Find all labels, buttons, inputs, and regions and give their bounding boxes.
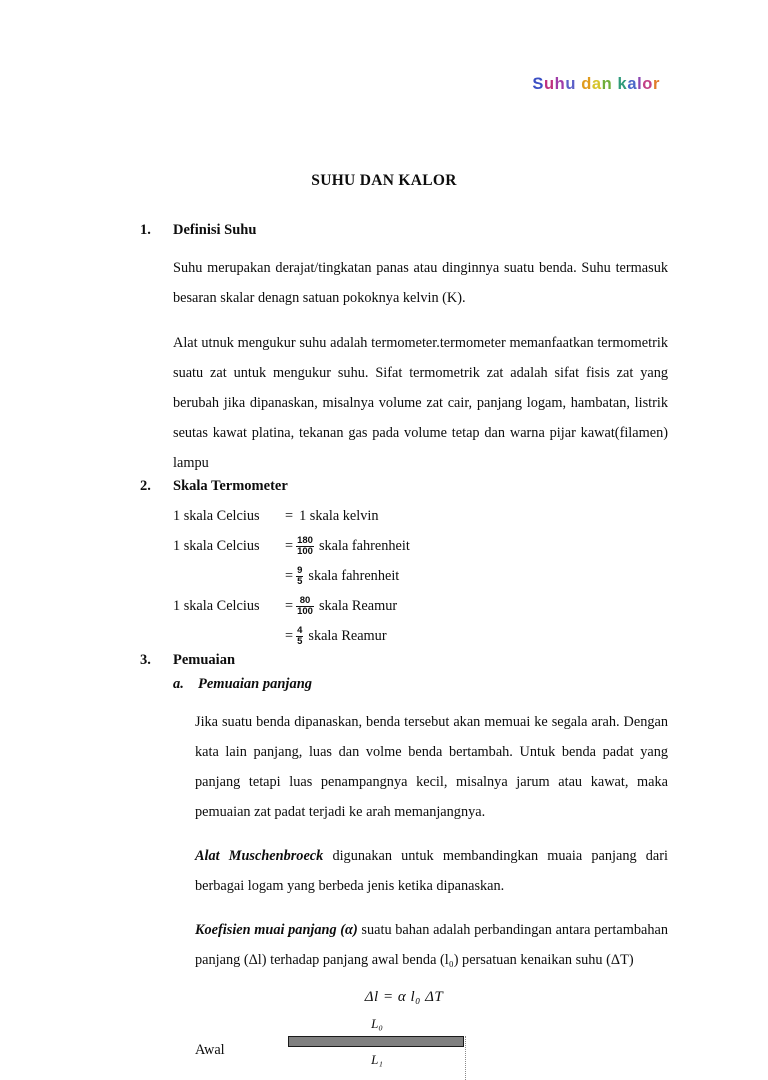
scale-row — [173, 592, 668, 622]
paragraph-pemuaian-1: Jika suatu benda dipanaskan, benda tersebut akan memuai ke segala arah. Dengan kata lain panjang, luas dan volme benda bertambah. Untuk benda padat yang panjang tetapi luas penampangnya kecil, misalnya jarum atau kawat, maka pemuaian zat padat terjadi ke arah memanjangnya. — [195, 713, 668, 820]
fraction-denominator: 100 — [297, 606, 313, 618]
paragraph-lead-in: Koefisien muai panjang (α) — [195, 922, 358, 939]
bar-diagram-awal — [195, 1016, 668, 1080]
wordart-letter: u — [565, 75, 576, 93]
wordart-letter: n — [601, 75, 613, 93]
wordart-letter: h — [554, 75, 566, 93]
fraction-denominator: 5 — [297, 636, 303, 648]
paragraph-body: suatu bahan adalah perbandingan antara pertambahan panjang (Δl) terhadap panjang awal benda (l₀) persatuan kenaikan suhu (ΔT) — [195, 922, 668, 969]
subsection-heading-label: Pemuaian panjang — [198, 675, 313, 692]
scale-lhs: 1 skala Celcius — [173, 508, 260, 525]
scale-rhs: skala fahrenheit — [308, 568, 400, 585]
section-heading-label: Definisi Suhu — [173, 222, 257, 238]
paragraph-muschenbroeck — [195, 841, 668, 901]
section-heading-label: Skala Termometer — [173, 477, 288, 494]
scale-row — [173, 622, 668, 652]
paragraph-definisi-suhu-2: Alat utnuk mengukur suhu adalah termometer.termometer memanfaatkan termometrik suatu zat untuk mengukur suhu. Sifat termometrik zat adalah sifat fisis zat yang berubah jika dipanaskan, misalnya volume zat cair, panjang logam, hambatan, listrik seutas kawat platina, tekanan gas pada volume tetap dan warna pijar kawat(filamen) lampu — [173, 334, 668, 471]
section-marker: 2. — [140, 477, 151, 494]
section-heading-definisi-suhu — [140, 222, 668, 239]
scale-row — [173, 562, 668, 592]
formula-muai-panjang: Δl = α l₀ ΔT — [364, 989, 444, 1006]
wordart-letter: k — [617, 75, 628, 93]
equals-sign: = — [285, 568, 294, 585]
wordart-letter: d — [581, 75, 592, 93]
wordart-letter: l — [637, 75, 643, 93]
equals-sign: = — [285, 598, 294, 615]
diagram-label-l0: L₀ — [371, 1016, 383, 1032]
scale-rhs: skala fahrenheit — [318, 538, 410, 555]
document-body — [140, 222, 668, 1080]
section-heading-label: Pemuaian — [173, 651, 236, 668]
wordart-letter: u — [543, 75, 555, 93]
diagram-guide-line — [465, 1036, 466, 1080]
scale-rhs: skala Reamur — [318, 598, 398, 615]
fraction — [296, 566, 303, 587]
paragraph-koefisien-muai — [195, 915, 668, 975]
subsection-heading-pemuaian-panjang — [140, 676, 668, 693]
page-title: SUHU DAN KALOR — [311, 172, 457, 189]
fraction-denominator: 5 — [297, 576, 303, 588]
fraction-numerator: 9 — [297, 565, 303, 577]
scale-rhs: skala Reamur — [308, 628, 387, 645]
scale-rhs: 1 skala kelvin — [299, 508, 379, 525]
wordart-heading — [532, 76, 660, 93]
section-marker: 1. — [140, 222, 151, 238]
wordart-letter: a — [627, 75, 638, 93]
scale-equation-list — [173, 502, 668, 652]
scale-lhs: 1 skala Celcius — [173, 598, 260, 615]
fraction — [296, 596, 314, 617]
equals-sign: = — [285, 508, 294, 525]
fraction-numerator: 180 — [297, 535, 313, 547]
wordart-letter: r — [652, 75, 660, 93]
diagram-label-awal: Awal — [195, 1042, 225, 1059]
equals-sign: = — [285, 628, 294, 645]
wordart-letter: S — [532, 75, 544, 93]
fraction-numerator: 4 — [297, 625, 303, 637]
paragraph-body: digunakan untuk membandingkan muaia panjang dari berbagai logam yang berbeda jenis ketika dipanaskan. — [195, 848, 668, 895]
section-heading-pemuaian — [140, 652, 668, 669]
section-heading-skala-termometer — [140, 478, 668, 495]
wordart-letter: a — [591, 75, 602, 93]
equals-sign: = — [285, 538, 294, 555]
wordart-letter: o — [642, 75, 653, 93]
fraction — [296, 536, 314, 557]
scale-row — [173, 502, 668, 532]
subsection-marker: a. — [173, 675, 184, 692]
diagram-bar — [288, 1036, 464, 1047]
paragraph-definisi-suhu-1: Suhu merupakan derajat/tingkatan panas atau dinginnya suatu benda. Suhu termasuk besaran skalar denagn satuan pokoknya kelvin (K). — [173, 260, 668, 307]
scale-row — [173, 532, 668, 562]
fraction-denominator: 100 — [297, 546, 313, 558]
fraction — [296, 626, 303, 647]
scale-lhs: 1 skala Celcius — [173, 538, 260, 555]
paragraph-lead-in: Alat Muschenbroeck — [195, 848, 324, 865]
fraction-numerator: 80 — [299, 595, 311, 607]
section-marker: 3. — [140, 651, 151, 668]
diagram-label-l1: L₁ — [371, 1052, 383, 1068]
